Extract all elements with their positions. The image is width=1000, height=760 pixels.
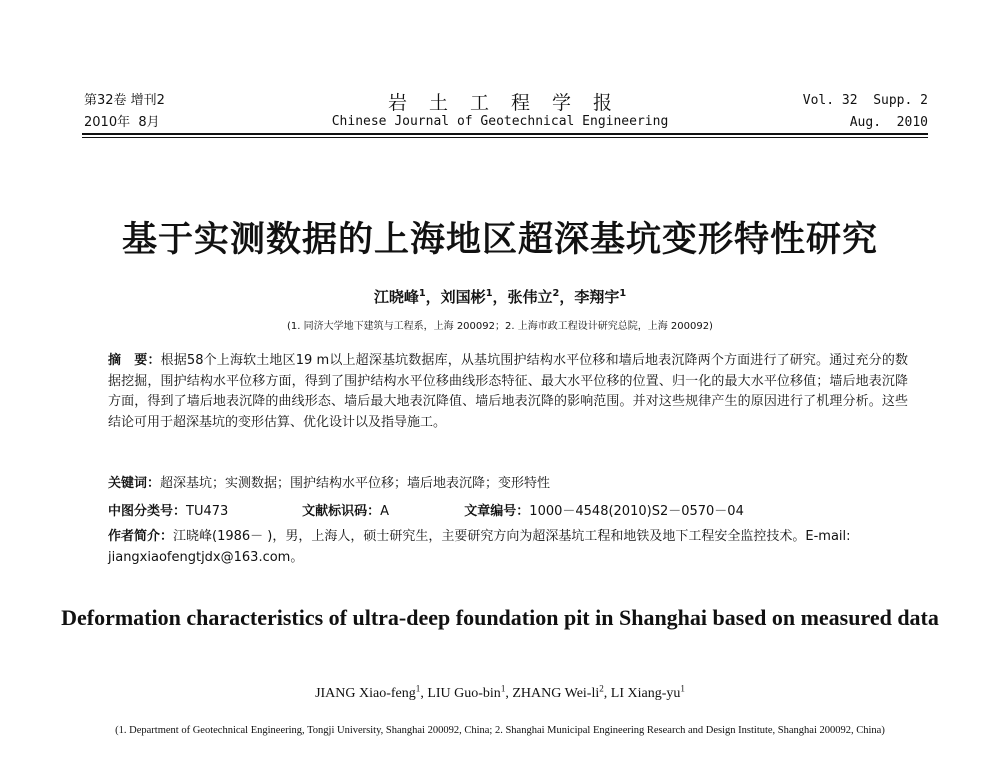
author-cn-name: 张伟立 (507, 288, 553, 306)
article-number (464, 502, 744, 523)
author-cn-affiliation-marker: 1 (619, 288, 627, 299)
journal-title-cn: 岩土工程学报 (387, 92, 634, 114)
author-bio-text: 江晓峰(1986－ )，男，上海人，硕士研究生，主要研究方向为超深基坑工程和地铁及地下工程安全监控技术。E-mail: jiangxiaofengtjdx@163.com。 (108, 529, 851, 565)
author-bio (108, 527, 908, 568)
author-en-affiliation-marker: 1 (500, 683, 506, 694)
doc-label: 文献标识码： (302, 504, 381, 519)
keywords-cn (108, 474, 908, 495)
paper-title-cn: 基于实测数据的上海地区超深基坑变形特性研究 (121, 220, 878, 260)
keywords-text: 超深基坑；实测数据；围护结构水平位移；墙后地表沉降；变形特性 (160, 476, 551, 491)
abstract-label: 摘 要： (108, 353, 161, 368)
author-cn-affiliation-marker: 1 (485, 288, 493, 299)
author-cn-name: 李翔宇 (574, 288, 620, 306)
abstract-cn (108, 351, 908, 433)
author-bio-label: 作者简介： (108, 529, 174, 544)
classification-line (108, 502, 908, 523)
author-cn-affiliation-marker: 2 (552, 288, 560, 299)
article-label: 文章编号： (464, 504, 530, 519)
keywords-label: 关键词： (108, 476, 161, 491)
abstract-text: 根据58个上海软土地区19 m以上超深基坑数据库，从基坑围护结构水平位移和墙后地表沉降两个方面进行了研究。通过充分的数据挖掘，围护结构水平位移方面，得到了围护结构水平位移曲线形态特征、最大水平位移的位置、归一化的最大水平位移值；墙后地表沉降方面，得到了墙后地表沉降的曲线形态、墙后最大地表沉降值、墙后地表沉降的影响范围。并对这些规律产生的原因进行了机理分析。这些结论可用于超深基坑的变形估算、优化设计以及指导施工。 (108, 353, 908, 430)
doc-code (302, 502, 460, 523)
authors-en: JIANG Xiao-feng$^1$, LIU Guo-bin$^1$, ZHANG Wei-$li^2$, LI Xiang-$yu^1$ (315, 683, 685, 701)
volume-issue-cn: 第32卷 增刊2 (84, 93, 165, 108)
author-cn-name: 江晓峰 (373, 288, 419, 306)
journal-title-en: Chinese Journal of Geotechnical Engineering (331, 114, 669, 129)
authors-cn: 江晓峰$^1$，刘国彬$^1$，张伟立$^2$，李翔宇$^1$ (373, 288, 627, 306)
doc-value: A (380, 504, 390, 519)
date-en: Aug. 2010 (849, 115, 928, 130)
affiliation-en: (1. Department of Geotechnical Engineering, Tongji University, Shanghai 200092, China; 2. Shanghai Municipal Engineering Research and Design Institute, Shanghai 200092, China) (115, 725, 885, 736)
author-en-name: ZHANG Wei-li (512, 686, 600, 701)
author-en-affiliation-marker: 1 (680, 683, 685, 694)
clc-label: 中图分类号： (108, 504, 187, 519)
author-en-affiliation-marker: 1 (415, 683, 421, 694)
clc-code (108, 502, 298, 523)
author-cn-name: 刘国彬 (440, 288, 486, 306)
header-rule-thin (82, 137, 928, 138)
author-cn-affiliation-marker: 1 (418, 288, 426, 299)
author-en-name: LIU Guo-bin (427, 686, 501, 701)
date-cn: 2010年 8月 (84, 115, 160, 130)
author-en-affiliation-marker: 2 (599, 683, 604, 694)
author-en-name: JIANG Xiao-feng (315, 686, 416, 701)
header-rule-thick (82, 133, 928, 135)
author-en-name: LI Xiang-yu (610, 686, 681, 701)
article-value: 1000－4548(2010)S2－0570－04 (529, 504, 744, 519)
volume-issue-en: Vol. 32 Supp. 2 (802, 93, 928, 108)
affiliation-cn: (1. 同济大学地下建筑与工程系，上海 200092；2. 上海市政工程设计研究总院，上海 200092) (287, 321, 713, 332)
paper-title-en: Deformation characteristics of ultra-deep foundation pit in Shanghai based on measured data (61, 605, 939, 630)
clc-value: TU473 (186, 504, 229, 519)
